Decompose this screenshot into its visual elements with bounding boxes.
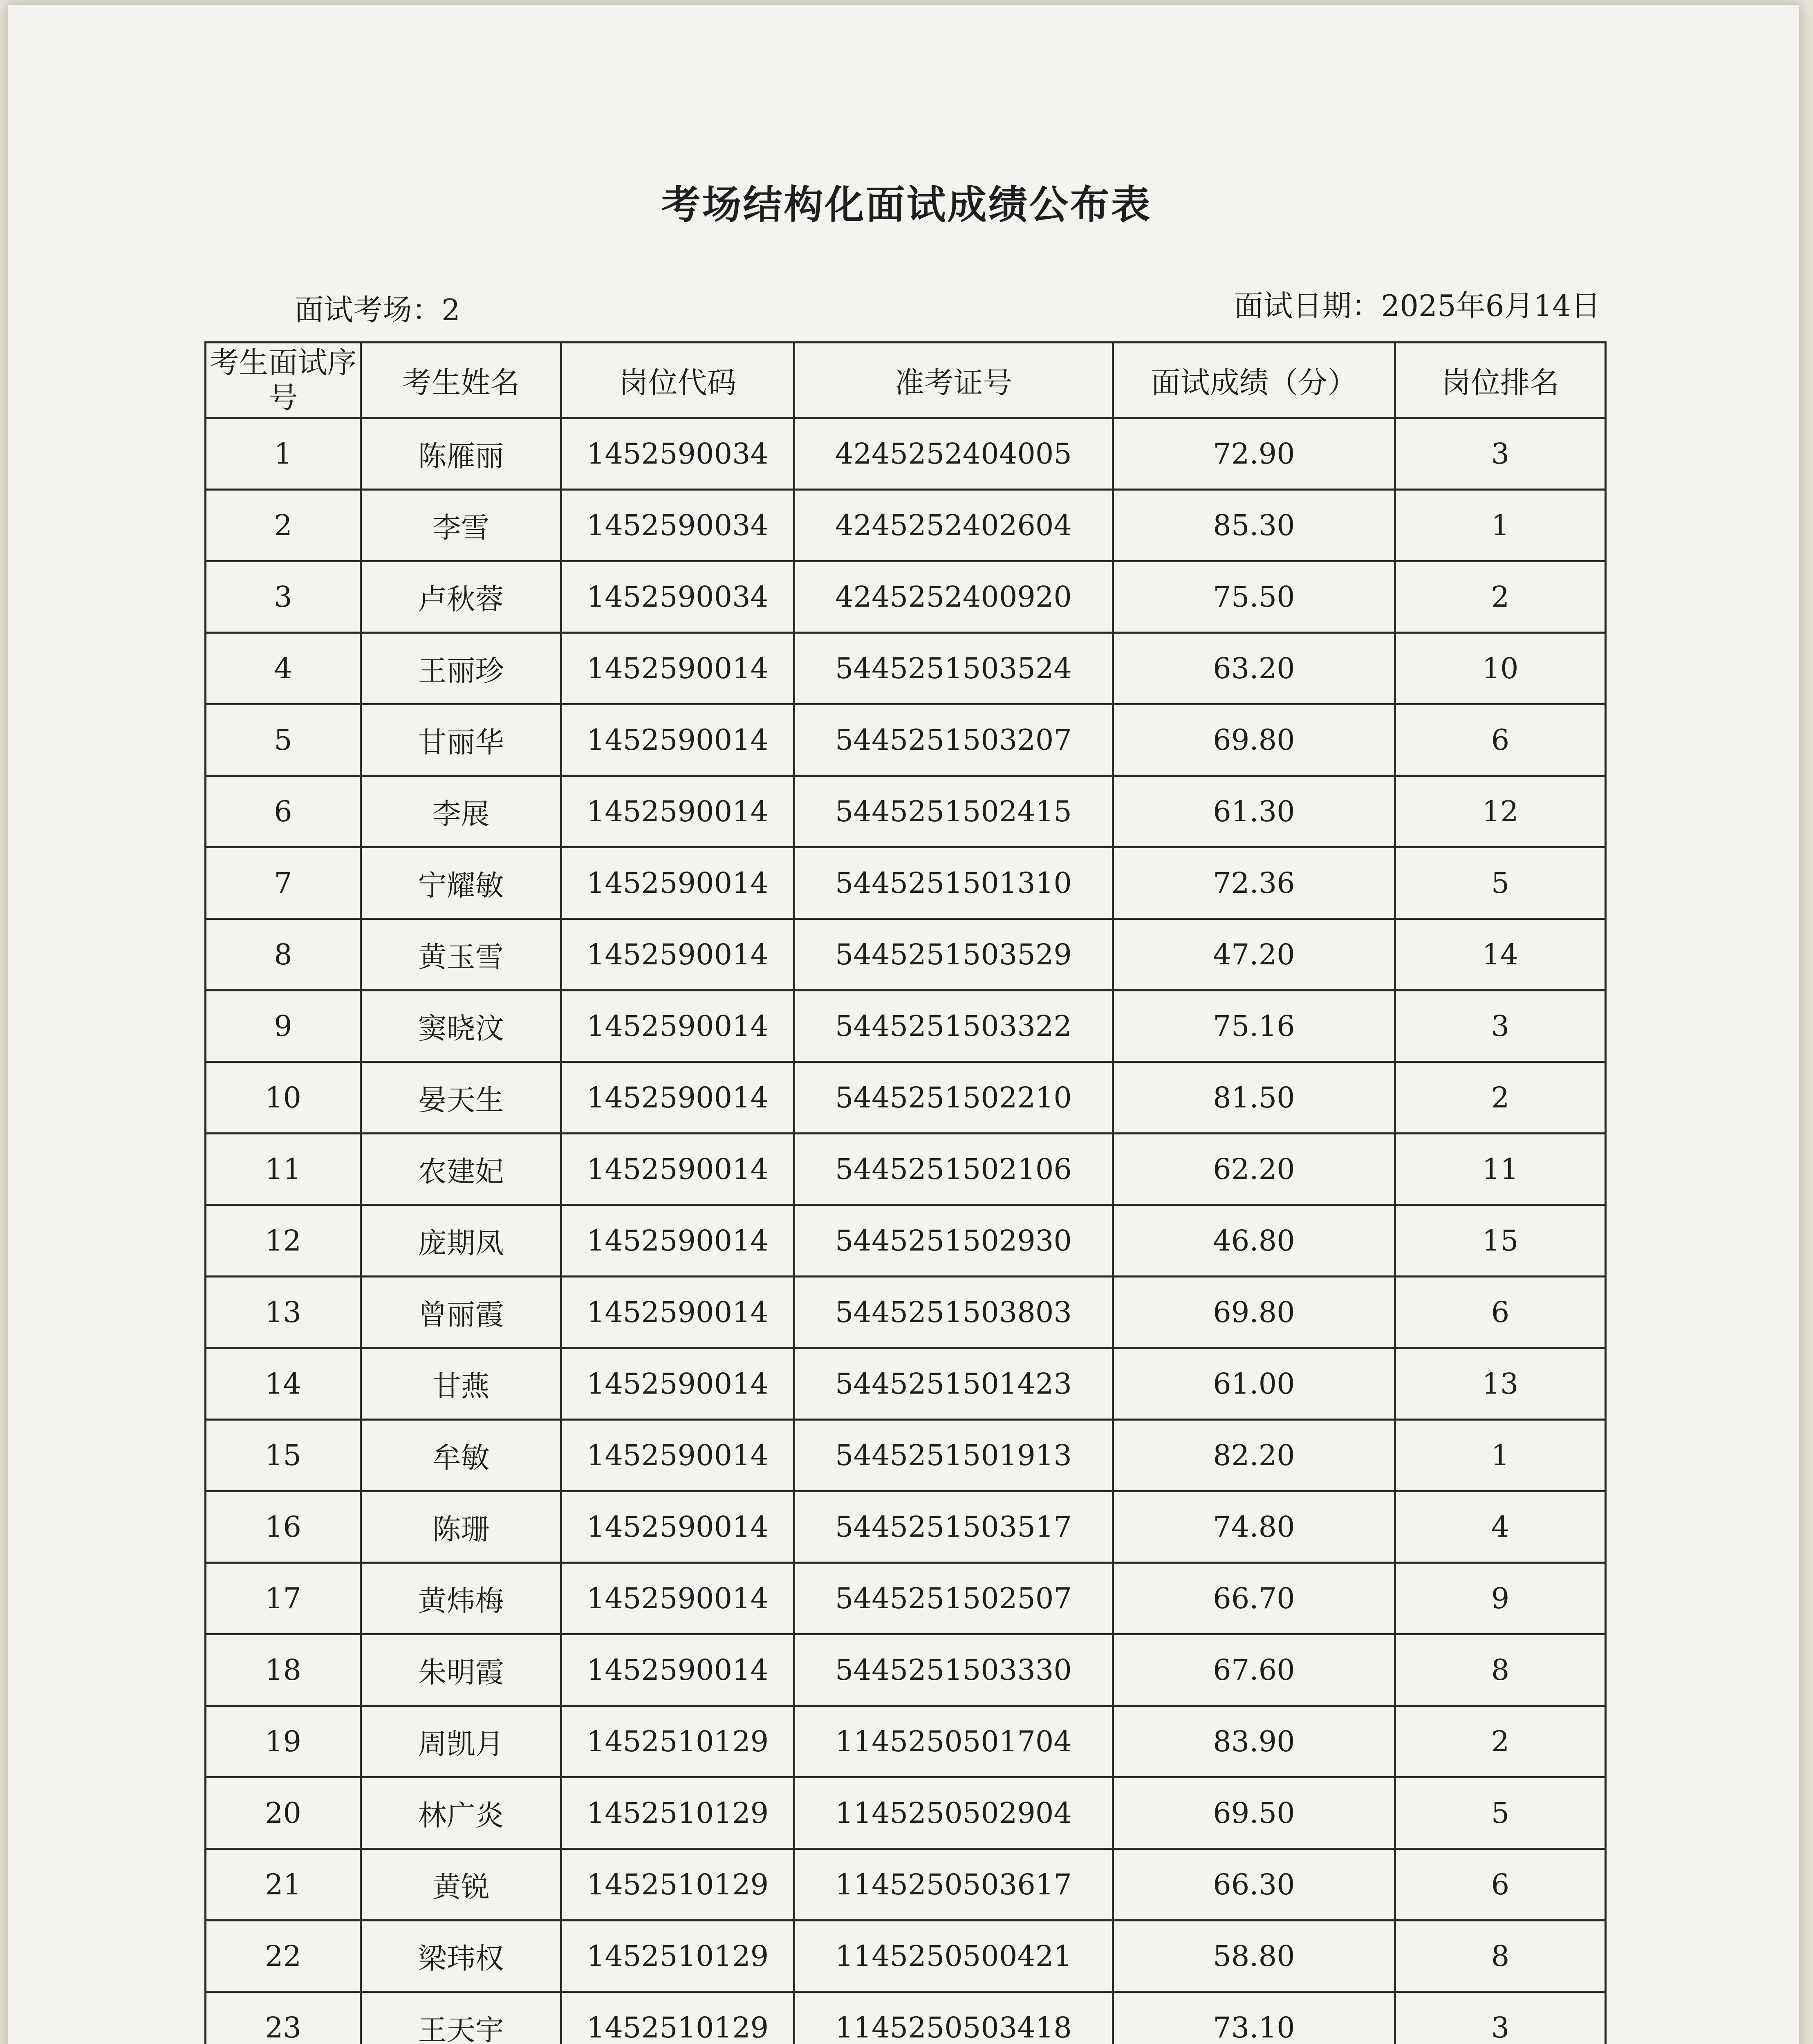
table-row bbox=[206, 991, 1606, 1062]
table-body bbox=[206, 418, 1606, 2044]
cell-post-code: 1452590014 bbox=[561, 1277, 794, 1348]
cell-ticket: 1145250501704 bbox=[794, 1706, 1113, 1777]
cell-post-code: 1452590014 bbox=[561, 1348, 794, 1420]
cell-post-code: 1452590014 bbox=[561, 991, 794, 1062]
cell-name: 王丽珍 bbox=[361, 633, 561, 704]
cell-ticket: 5445251503803 bbox=[794, 1277, 1113, 1348]
cell-ticket: 1145250503617 bbox=[794, 1849, 1113, 1921]
cell-seq: 21 bbox=[206, 1849, 361, 1921]
cell-rank: 3 bbox=[1395, 1992, 1606, 2044]
cell-name: 李雪 bbox=[361, 490, 561, 561]
table-row bbox=[206, 1277, 1606, 1348]
cell-seq: 18 bbox=[206, 1634, 361, 1706]
cell-seq: 2 bbox=[206, 490, 361, 561]
table-row bbox=[206, 1062, 1606, 1134]
cell-name: 晏天生 bbox=[361, 1062, 561, 1134]
cell-name: 甘燕 bbox=[361, 1348, 561, 1420]
cell-name: 陈珊 bbox=[361, 1491, 561, 1563]
cell-post-code: 1452590014 bbox=[561, 1134, 794, 1205]
cell-ticket: 5445251501423 bbox=[794, 1348, 1113, 1420]
cell-ticket: 4245252402604 bbox=[794, 490, 1113, 561]
cell-ticket: 5445251502930 bbox=[794, 1205, 1113, 1277]
table-row bbox=[206, 1420, 1606, 1491]
cell-name: 陈雁丽 bbox=[361, 418, 561, 490]
cell-score: 83.90 bbox=[1113, 1706, 1395, 1777]
cell-ticket: 5445251503207 bbox=[794, 704, 1113, 776]
cell-ticket: 4245252400920 bbox=[794, 561, 1113, 633]
cell-ticket: 5445251502415 bbox=[794, 776, 1113, 847]
cell-ticket: 5445251503330 bbox=[794, 1634, 1113, 1706]
cell-score: 63.20 bbox=[1113, 633, 1395, 704]
cell-ticket: 5445251502210 bbox=[794, 1062, 1113, 1134]
cell-rank: 2 bbox=[1395, 1706, 1606, 1777]
cell-rank: 3 bbox=[1395, 991, 1606, 1062]
cell-seq: 15 bbox=[206, 1420, 361, 1491]
document-title: 考场结构化面试成绩公布表 bbox=[661, 182, 1152, 228]
cell-seq: 16 bbox=[206, 1491, 361, 1563]
cell-seq: 13 bbox=[206, 1277, 361, 1348]
cell-ticket: 4245252404005 bbox=[794, 418, 1113, 490]
cell-score: 72.90 bbox=[1113, 418, 1395, 490]
table-row bbox=[206, 1634, 1606, 1706]
cell-ticket: 5445251503322 bbox=[794, 991, 1113, 1062]
table-row bbox=[206, 1992, 1606, 2044]
cell-rank: 5 bbox=[1395, 847, 1606, 919]
cell-rank: 6 bbox=[1395, 704, 1606, 776]
cell-seq: 22 bbox=[206, 1921, 361, 1992]
cell-post-code: 1452590014 bbox=[561, 1491, 794, 1563]
cell-name: 曾丽霞 bbox=[361, 1277, 561, 1348]
cell-seq: 9 bbox=[206, 991, 361, 1062]
cell-ticket: 5445251501310 bbox=[794, 847, 1113, 919]
cell-rank: 6 bbox=[1395, 1277, 1606, 1348]
cell-rank: 1 bbox=[1395, 490, 1606, 561]
cell-score: 73.10 bbox=[1113, 1992, 1395, 2044]
cell-post-code: 1452590014 bbox=[561, 1062, 794, 1134]
cell-ticket: 5445251503529 bbox=[794, 919, 1113, 991]
cell-name: 窦晓汶 bbox=[361, 991, 561, 1062]
cell-score: 72.36 bbox=[1113, 847, 1395, 919]
header-score: 面试成绩（分） bbox=[1113, 343, 1395, 418]
cell-seq: 6 bbox=[206, 776, 361, 847]
cell-seq: 4 bbox=[206, 633, 361, 704]
cell-score: 62.20 bbox=[1113, 1134, 1395, 1205]
cell-name: 农建妃 bbox=[361, 1134, 561, 1205]
table-row bbox=[206, 1777, 1606, 1849]
cell-score: 69.80 bbox=[1113, 1277, 1395, 1348]
cell-seq: 23 bbox=[206, 1992, 361, 2044]
cell-ticket: 5445251502106 bbox=[794, 1134, 1113, 1205]
cell-post-code: 1452590014 bbox=[561, 704, 794, 776]
cell-rank: 8 bbox=[1395, 1634, 1606, 1706]
exam-hall-label: 面试考场：2 bbox=[294, 293, 460, 327]
table-row bbox=[206, 704, 1606, 776]
cell-name: 王天宇 bbox=[361, 1992, 561, 2044]
cell-rank: 15 bbox=[1395, 1205, 1606, 1277]
score-table bbox=[204, 341, 1607, 2044]
cell-rank: 13 bbox=[1395, 1348, 1606, 1420]
cell-post-code: 1452590034 bbox=[561, 418, 794, 490]
table-row bbox=[206, 1348, 1606, 1420]
cell-name: 牟敏 bbox=[361, 1420, 561, 1491]
cell-post-code: 1452590014 bbox=[561, 1634, 794, 1706]
table-row bbox=[206, 776, 1606, 847]
cell-score: 81.50 bbox=[1113, 1062, 1395, 1134]
cell-seq: 14 bbox=[206, 1348, 361, 1420]
cell-ticket: 5445251502507 bbox=[794, 1563, 1113, 1634]
table-row bbox=[206, 919, 1606, 991]
cell-score: 61.00 bbox=[1113, 1348, 1395, 1420]
cell-score: 61.30 bbox=[1113, 776, 1395, 847]
cell-seq: 17 bbox=[206, 1563, 361, 1634]
cell-post-code: 1452590014 bbox=[561, 1563, 794, 1634]
cell-rank: 14 bbox=[1395, 919, 1606, 991]
cell-rank: 11 bbox=[1395, 1134, 1606, 1205]
cell-post-code: 1452590014 bbox=[561, 1205, 794, 1277]
cell-name: 朱明霞 bbox=[361, 1634, 561, 1706]
cell-rank: 8 bbox=[1395, 1921, 1606, 1992]
cell-score: 82.20 bbox=[1113, 1420, 1395, 1491]
cell-post-code: 1452510129 bbox=[561, 1777, 794, 1849]
cell-seq: 7 bbox=[206, 847, 361, 919]
cell-score: 75.50 bbox=[1113, 561, 1395, 633]
cell-ticket: 5445251501913 bbox=[794, 1420, 1113, 1491]
cell-seq: 11 bbox=[206, 1134, 361, 1205]
table-row bbox=[206, 1706, 1606, 1777]
cell-rank: 3 bbox=[1395, 418, 1606, 490]
cell-rank: 1 bbox=[1395, 1420, 1606, 1491]
cell-post-code: 1452590014 bbox=[561, 919, 794, 991]
cell-score: 66.30 bbox=[1113, 1849, 1395, 1921]
cell-post-code: 1452590014 bbox=[561, 633, 794, 704]
table-row bbox=[206, 561, 1606, 633]
cell-post-code: 1452590034 bbox=[561, 561, 794, 633]
cell-seq: 12 bbox=[206, 1205, 361, 1277]
cell-name: 卢秋蓉 bbox=[361, 561, 561, 633]
cell-score: 74.80 bbox=[1113, 1491, 1395, 1563]
table-row bbox=[206, 633, 1606, 704]
cell-score: 69.80 bbox=[1113, 704, 1395, 776]
cell-score: 46.80 bbox=[1113, 1205, 1395, 1277]
cell-seq: 20 bbox=[206, 1777, 361, 1849]
cell-ticket: 1145250502904 bbox=[794, 1777, 1113, 1849]
table-row bbox=[206, 1134, 1606, 1205]
cell-name: 李展 bbox=[361, 776, 561, 847]
cell-rank: 6 bbox=[1395, 1849, 1606, 1921]
cell-rank: 9 bbox=[1395, 1563, 1606, 1634]
cell-name: 黄锐 bbox=[361, 1849, 561, 1921]
cell-post-code: 1452510129 bbox=[561, 1706, 794, 1777]
cell-post-code: 1452590034 bbox=[561, 490, 794, 561]
table-row bbox=[206, 1921, 1606, 1992]
cell-score: 85.30 bbox=[1113, 490, 1395, 561]
cell-ticket: 5445251503524 bbox=[794, 633, 1113, 704]
header-rank: 岗位排名 bbox=[1395, 343, 1606, 418]
header-ticket: 准考证号 bbox=[794, 343, 1113, 418]
cell-post-code: 1452590014 bbox=[561, 776, 794, 847]
cell-score: 47.20 bbox=[1113, 919, 1395, 991]
cell-score: 75.16 bbox=[1113, 991, 1395, 1062]
cell-seq: 5 bbox=[206, 704, 361, 776]
cell-rank: 4 bbox=[1395, 1491, 1606, 1563]
cell-rank: 5 bbox=[1395, 1777, 1606, 1849]
header-seq: 考生面试序号 bbox=[206, 343, 361, 418]
cell-name: 甘丽华 bbox=[361, 704, 561, 776]
cell-rank: 12 bbox=[1395, 776, 1606, 847]
exam-date-label: 面试日期：2025年6月14日 bbox=[1234, 289, 1600, 323]
header-name: 考生姓名 bbox=[361, 343, 561, 418]
table-row bbox=[206, 1563, 1606, 1634]
cell-seq: 1 bbox=[206, 418, 361, 490]
table-row bbox=[206, 1205, 1606, 1277]
cell-rank: 10 bbox=[1395, 633, 1606, 704]
cell-ticket: 1145250500421 bbox=[794, 1921, 1113, 1992]
cell-name: 周凯月 bbox=[361, 1706, 561, 1777]
cell-score: 67.60 bbox=[1113, 1634, 1395, 1706]
table-header-row bbox=[206, 343, 1606, 418]
cell-name: 黄玉雪 bbox=[361, 919, 561, 991]
table-row bbox=[206, 1849, 1606, 1921]
cell-rank: 2 bbox=[1395, 561, 1606, 633]
cell-score: 66.70 bbox=[1113, 1563, 1395, 1634]
cell-post-code: 1452510129 bbox=[561, 1849, 794, 1921]
cell-post-code: 1452590014 bbox=[561, 1420, 794, 1491]
cell-seq: 10 bbox=[206, 1062, 361, 1134]
cell-post-code: 1452510129 bbox=[561, 1921, 794, 1992]
header-post-code: 岗位代码 bbox=[561, 343, 794, 418]
table-row bbox=[206, 418, 1606, 490]
cell-seq: 19 bbox=[206, 1706, 361, 1777]
table-row bbox=[206, 847, 1606, 919]
cell-post-code: 1452510129 bbox=[561, 1992, 794, 2044]
cell-rank: 2 bbox=[1395, 1062, 1606, 1134]
cell-post-code: 1452590014 bbox=[561, 847, 794, 919]
cell-seq: 3 bbox=[206, 561, 361, 633]
table-row bbox=[206, 490, 1606, 561]
cell-name: 林广炎 bbox=[361, 1777, 561, 1849]
cell-name: 庞期凤 bbox=[361, 1205, 561, 1277]
cell-ticket: 5445251503517 bbox=[794, 1491, 1113, 1563]
cell-score: 69.50 bbox=[1113, 1777, 1395, 1849]
cell-ticket: 1145250503418 bbox=[794, 1992, 1113, 2044]
cell-name: 黄炜梅 bbox=[361, 1563, 561, 1634]
cell-name: 宁耀敏 bbox=[361, 847, 561, 919]
cell-seq: 8 bbox=[206, 919, 361, 991]
table-row bbox=[206, 1491, 1606, 1563]
cell-score: 58.80 bbox=[1113, 1921, 1395, 1992]
cell-name: 梁玮权 bbox=[361, 1921, 561, 1992]
